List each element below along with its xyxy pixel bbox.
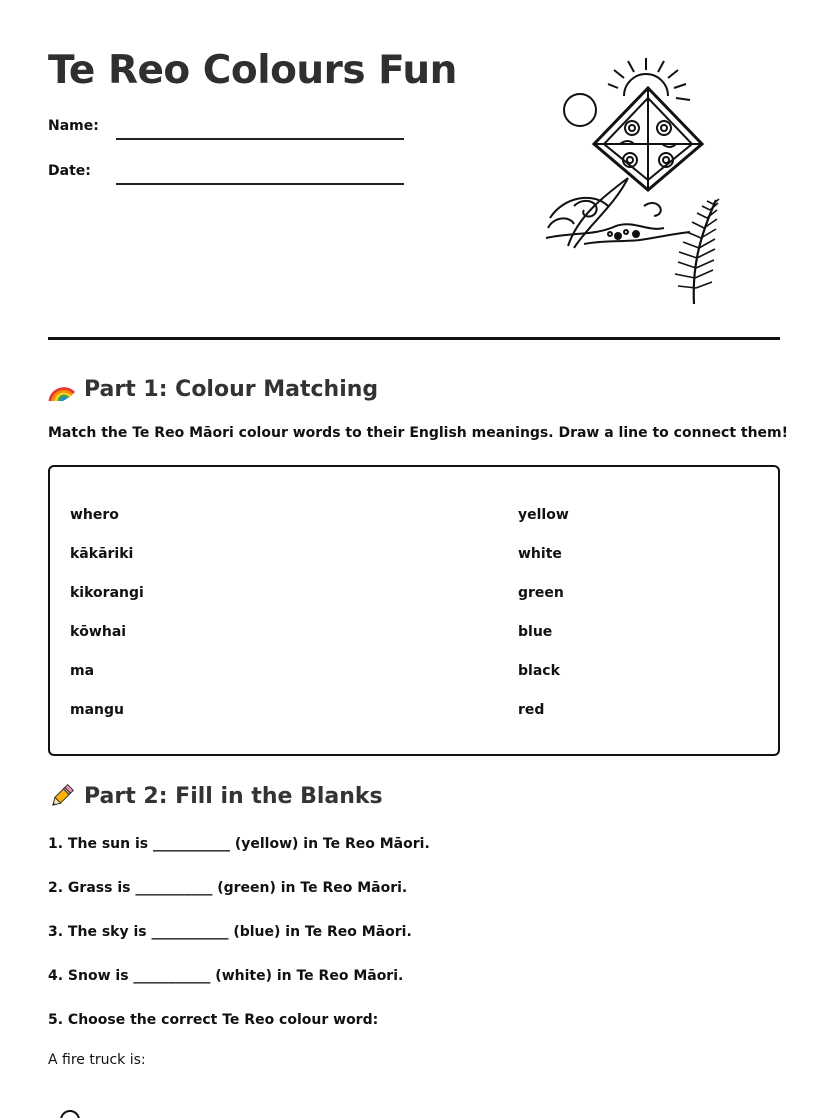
english-word[interactable]: blue (518, 624, 553, 640)
maori-word[interactable]: ma (70, 663, 95, 679)
date-field[interactable] (116, 183, 404, 185)
pencil-icon (48, 782, 76, 810)
maori-word[interactable]: kākāriki (70, 546, 134, 562)
question-2: 2. Grass is ___________ (green) in Te Reo Māori. (48, 880, 408, 896)
maori-word[interactable]: mangu (70, 702, 124, 718)
english-word[interactable]: black (518, 663, 560, 679)
part2-title: Part 2: Fill in the Blanks (84, 783, 383, 809)
question-4: 4. Snow is ___________ (white) in Te Reo Māori. (48, 968, 404, 984)
english-word[interactable]: red (518, 702, 545, 718)
date-label: Date: (48, 163, 91, 179)
name-field[interactable] (116, 138, 404, 140)
rainbow-icon (48, 375, 76, 403)
question-5-prompt: A fire truck is: (48, 1052, 146, 1068)
question-5: 5. Choose the correct Te Reo colour word: (48, 1012, 379, 1028)
page-title: Te Reo Colours Fun (48, 48, 457, 93)
question-1: 1. The sun is ___________ (yellow) in Te Reo Māori. (48, 836, 430, 852)
name-label: Name: (48, 118, 99, 134)
part1-heading (48, 375, 378, 403)
part1-instruction: Match the Te Reo Māori colour words to their English meanings. Draw a line to connect them! (48, 425, 789, 441)
part2-heading (48, 782, 383, 810)
maori-word[interactable]: kikorangi (70, 585, 144, 601)
wave-swirls (546, 198, 690, 244)
part1-title: Part 1: Colour Matching (84, 376, 379, 402)
english-word[interactable]: yellow (518, 507, 569, 523)
question-3: 3. The sky is ___________ (blue) in Te Reo Māori. (48, 924, 412, 940)
maori-word[interactable]: whero (70, 507, 119, 523)
english-word[interactable]: white (518, 546, 562, 562)
maori-word[interactable]: kōwhai (70, 624, 127, 640)
matching-box (48, 465, 780, 756)
fern-icon (675, 199, 719, 304)
kite-icon (594, 88, 702, 190)
kite-illustration (544, 56, 724, 306)
english-word[interactable]: green (518, 585, 564, 601)
moon-icon (564, 94, 596, 126)
section-divider (48, 337, 780, 340)
answer-radio[interactable] (60, 1110, 80, 1118)
